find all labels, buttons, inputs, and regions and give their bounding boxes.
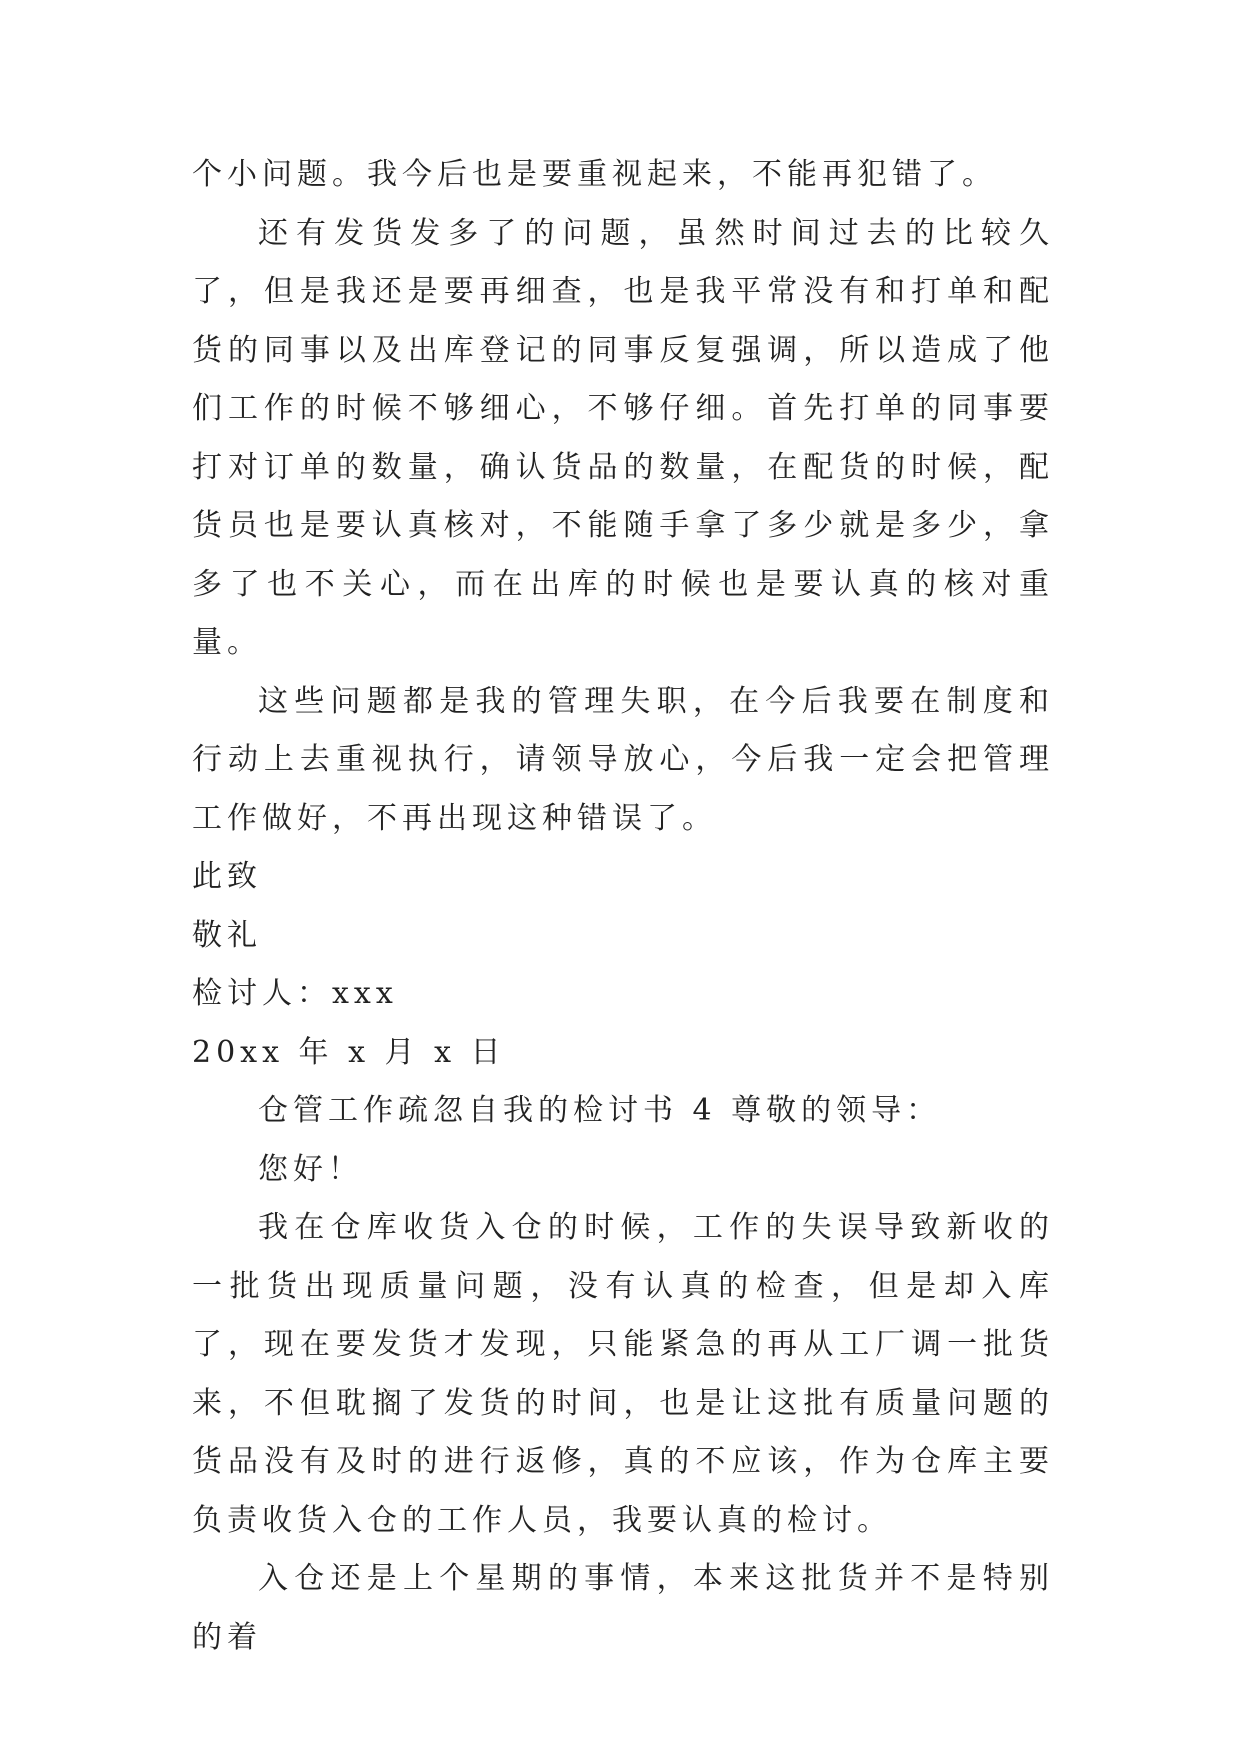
paragraph-1: 个小问题。我今后也是要重视起来，不能再犯错了。 xyxy=(192,157,997,192)
signer-line: 检讨人：xxx xyxy=(192,976,398,1011)
greeting-line: 您好！ xyxy=(258,1151,363,1187)
paragraph-2: 还有发货发多了的问题，虽然时间过去的比较久了，但是我还是要再细查，也是我平常没有和打单和配货的同事以及出库登记的同事反复强调，所以造成了他们工作的时候不够细心，不够仔细。首先打单的同事要打对订单的数量，确认货品的数量，在配货的时候，配货员也是要认真核对，不能随手拿了多少就是多少，拿多了也不关心，而在出库的时候也是要认真的核对重量。 xyxy=(192,215,1054,660)
paragraph-5: 入仓还是上个星期的事情，本来这批货并不是特别的着 xyxy=(192,1561,1054,1655)
closing-salutation-1: 此致 xyxy=(192,859,262,894)
closing-salutation-2: 敬礼 xyxy=(192,917,262,953)
paragraph-3: 这些问题都是我的管理失职，在今后我要在制度和行动上去重视执行，请领导放心，今后我一定会把管理工作做好，不再出现这种错误了。 xyxy=(192,683,1054,836)
date-line: 20xx 年 x 月 x 日 xyxy=(192,1034,506,1070)
section-title-line: 仓管工作疏忽自我的检讨书 4 尊敬的领导： xyxy=(258,1093,942,1128)
document-page xyxy=(192,146,1054,1667)
paragraph-4: 我在仓库收货入仓的时候，工作的失误导致新收的一批货出现质量问题，没有认真的检查，但是却入库了，现在要发货才发现，只能紧急的再从工厂调一批货来，不但耽搁了发货的时间，也是让这批有质量问题的货品没有及时的进行返修，真的不应该，作为仓库主要负责收货入仓的工作人员，我要认真的检讨。 xyxy=(192,1210,1054,1538)
